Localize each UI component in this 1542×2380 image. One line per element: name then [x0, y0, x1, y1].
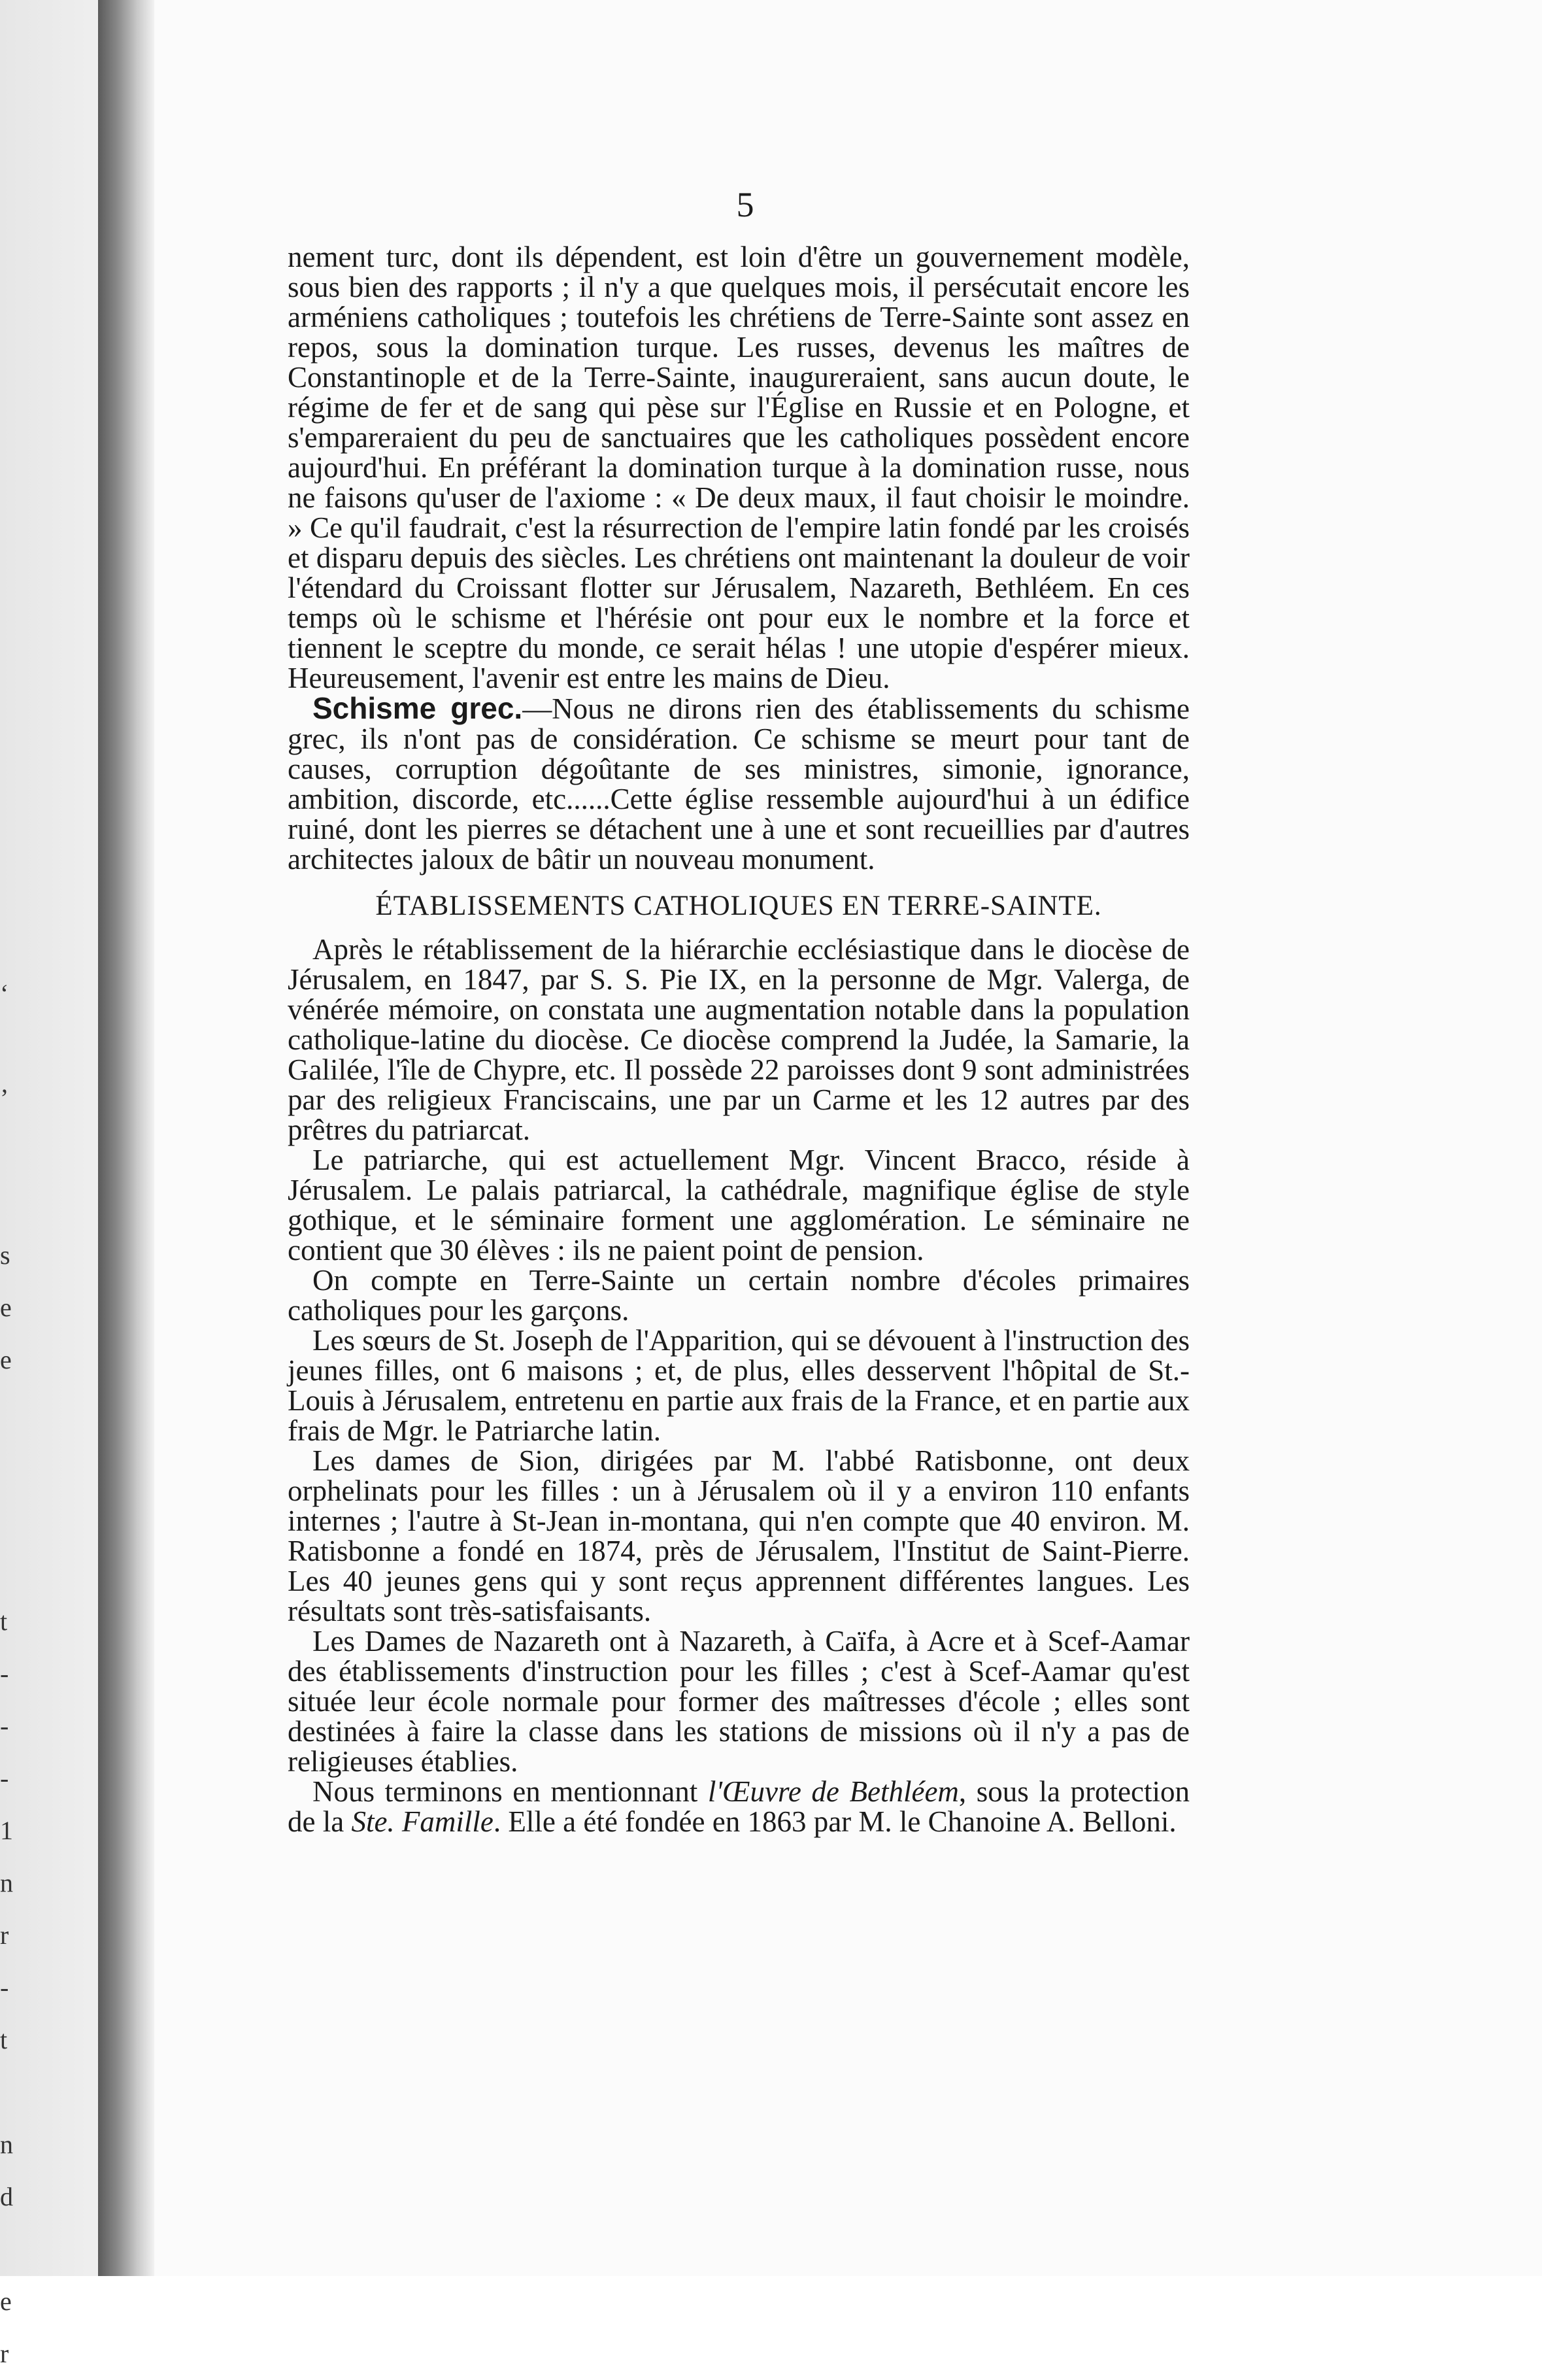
margin-fragment: [0, 1438, 20, 1491]
margin-fragment: -: [0, 1711, 9, 1741]
margin-fragment: r: [0, 1920, 9, 1950]
margin-fragment: n: [0, 2130, 13, 2159]
facing-page-fragments: [0, 968, 20, 2380]
margin-fragment: s: [0, 1240, 10, 1270]
oeuvre-text-2: , sous la protection de la: [288, 1775, 1190, 1838]
paragraph-schisme-grec: [288, 693, 1190, 874]
margin-fragment: t: [0, 2025, 8, 2054]
paragraph-ecoles: On compte en Terre-Sainte un certain nombre d'écoles primaires catholiques pour les garçons.: [288, 1264, 1190, 1327]
paragraph-soeurs-st-joseph: Les sœurs de St. Joseph de l'Apparition, qui se dévouent à l'instruction des jeunes filles, ont 6 maisons ; et, de plus, elles desservent l'hôpital de St.-Louis à Jérusalem, entretenu en partie aux frais de la France, et en partie aux frais de Mgr. le Patriarche latin.: [288, 1324, 1190, 1447]
paragraph-dames-de-sion: Les dames de Sion, dirigées par M. l'abbé Ratisbonne, ont deux orphelinats pour les filles : un à Jérusalem où il y a environ 110 enfants internes ; l'autre à St-Jean in-montana, qui n'en compte que 40 environ. M. Ratisbonne a fondé en 1874, près de Jérusalem, l'Institut de Saint-Pierre. Les 40 jeunes gens qui y sont reçus apprennent différentes langues. Les résultats sont très-satisfaisants.: [288, 1444, 1190, 1627]
margin-fragment: [0, 2223, 20, 2275]
margin-fragment: 1: [0, 1816, 13, 1845]
margin-fragment: t: [0, 1606, 8, 1636]
margin-fragment: [0, 2066, 20, 2118]
oeuvre-text-3: . Elle a été fondée en 1863 par M. le Chanoine A. Belloni.: [493, 1805, 1177, 1838]
margin-fragment: [0, 1491, 20, 1543]
margin-fragment: r: [0, 2339, 9, 2368]
oeuvre-title: l'Œuvre de Bethléem: [707, 1775, 959, 1808]
margin-fragment: -: [0, 1973, 9, 2002]
margin-fragment: e: [0, 1345, 12, 1374]
margin-fragment: n: [0, 1868, 13, 1897]
margin-fragment: ‐: [0, 1659, 9, 1688]
book-gutter: [98, 0, 154, 2276]
paragraph-patriarche: Le patriarche, qui est actuellement Mgr. Vincent Bracco, réside à Jérusalem. Le palais patriarcal, la cathédrale, magnifique église de style gothique, et le séminaire forment une agglomération. Le séminaire ne contient que 30 élèves : ils ne paient point de pension.: [288, 1144, 1190, 1266]
margin-fragment: ‘: [0, 979, 9, 1008]
margin-fragment: e: [0, 2286, 12, 2316]
margin-fragment: [0, 1543, 20, 1595]
paragraph-turkish-rule: nement turc, dont ils dépendent, est loin d'être un gouvernement modèle, sous bien des rapports ; il n'y a que quelques mois, il persécutait encore les arméniens catholiques ; toutefois les chrétiens de Terre-Sainte sont assez en repos, sous la domination turque. Les russes, devenus les maîtres de Constantinople et de la Terre-Sainte, inaugureraient, sans aucun doute, le régime de fer et de sang qui pèse sur l'Église en Russie et en Pologne, et s'empareraient du peu de sanctuaires que les catholiques possèdent encore aujourd'hui. En préférant la domination turque à la domination russe, nous ne faisons qu'user de l'axiome : « De deux maux, il faut choisir le moindre. » Ce qu'il faudrait, c'est la résurrection de l'empire latin fondé par les croisés et disparu depuis des siècles. Les chrétiens ont maintenant la douleur de voir l'étendard du Croissant flotter sur Jérusalem, Nazareth, Bethléem. En ces temps où le schisme et l'hérésie ont pour eux le nombre et la force et tiennent le sceptre du monde, ce serait hélas ! une utopie d'espérer mieux. Heureusement, l'avenir est entre les mains de Dieu.: [288, 241, 1190, 694]
margin-fragment: e: [0, 1293, 12, 1322]
schisme-grec-text: —Nous ne dirons rien des établissements du schisme grec, ils n'ont pas de considération. Ce schisme se meurt pour tant de causes, corruption dégoûtante de ses ministres, simonie, ignorance, ambition, discorde, etc......Cette église ressemble aujourd'hui à un édifice ruiné, dont les pierres se détachent une à une et sont recueillies par d'autres architectes jaloux de bâtir un nouveau monument.: [288, 692, 1190, 876]
paragraph-oeuvre-bethleem: [288, 1776, 1190, 1837]
paragraph-hierarchie: Après le rétablissement de la hiérarchie ecclésiastique dans le diocèse de Jérusalem, en 1847, par S. S. Pie IX, en la personne de Mgr. Valerga, de vénérée mémoire, on constata une augmentation notable dans la population catholique-latine du diocèse. Ce diocèse comprend la Judée, la Samarie, la Galilée, l'île de Chypre, etc. Il possède 22 paroisses dont 9 sont administrées par des religieux Franciscains, une par un Carme et les 12 autres par des prêtres du patriarcat.: [288, 933, 1190, 1146]
page-body: [288, 242, 1190, 1837]
page-number: 5: [736, 185, 754, 224]
sainte-famille: Ste. Famille: [351, 1805, 494, 1838]
margin-fragment: [0, 1020, 20, 1072]
margin-fragment: [0, 1177, 20, 1229]
margin-fragment: ‐: [0, 1763, 9, 1793]
margin-fragment: [0, 1386, 20, 1438]
oeuvre-text-1: Nous terminons en mentionnant: [312, 1775, 708, 1808]
margin-fragment: [0, 1125, 20, 1177]
schisme-grec-heading: Schisme grec.: [312, 691, 523, 725]
margin-fragment: d: [0, 2182, 13, 2211]
margin-fragment: ’: [0, 1083, 9, 1113]
section-title: ÉTABLISSEMENTS CATHOLIQUES EN TERRE-SAINTE.: [375, 891, 1102, 921]
paragraph-dames-de-nazareth: Les Dames de Nazareth ont à Nazareth, à Caïfa, à Acre et à Scef-Aamar des établissements d'instruction pour les filles ; c'est à Scef-Aamar qu'est située leur école normale pour former des maîtresses d'école ; elles sont destinées à faire la classe dans les stations de missions où il n'y a pas de religieuses établies.: [288, 1625, 1190, 1778]
